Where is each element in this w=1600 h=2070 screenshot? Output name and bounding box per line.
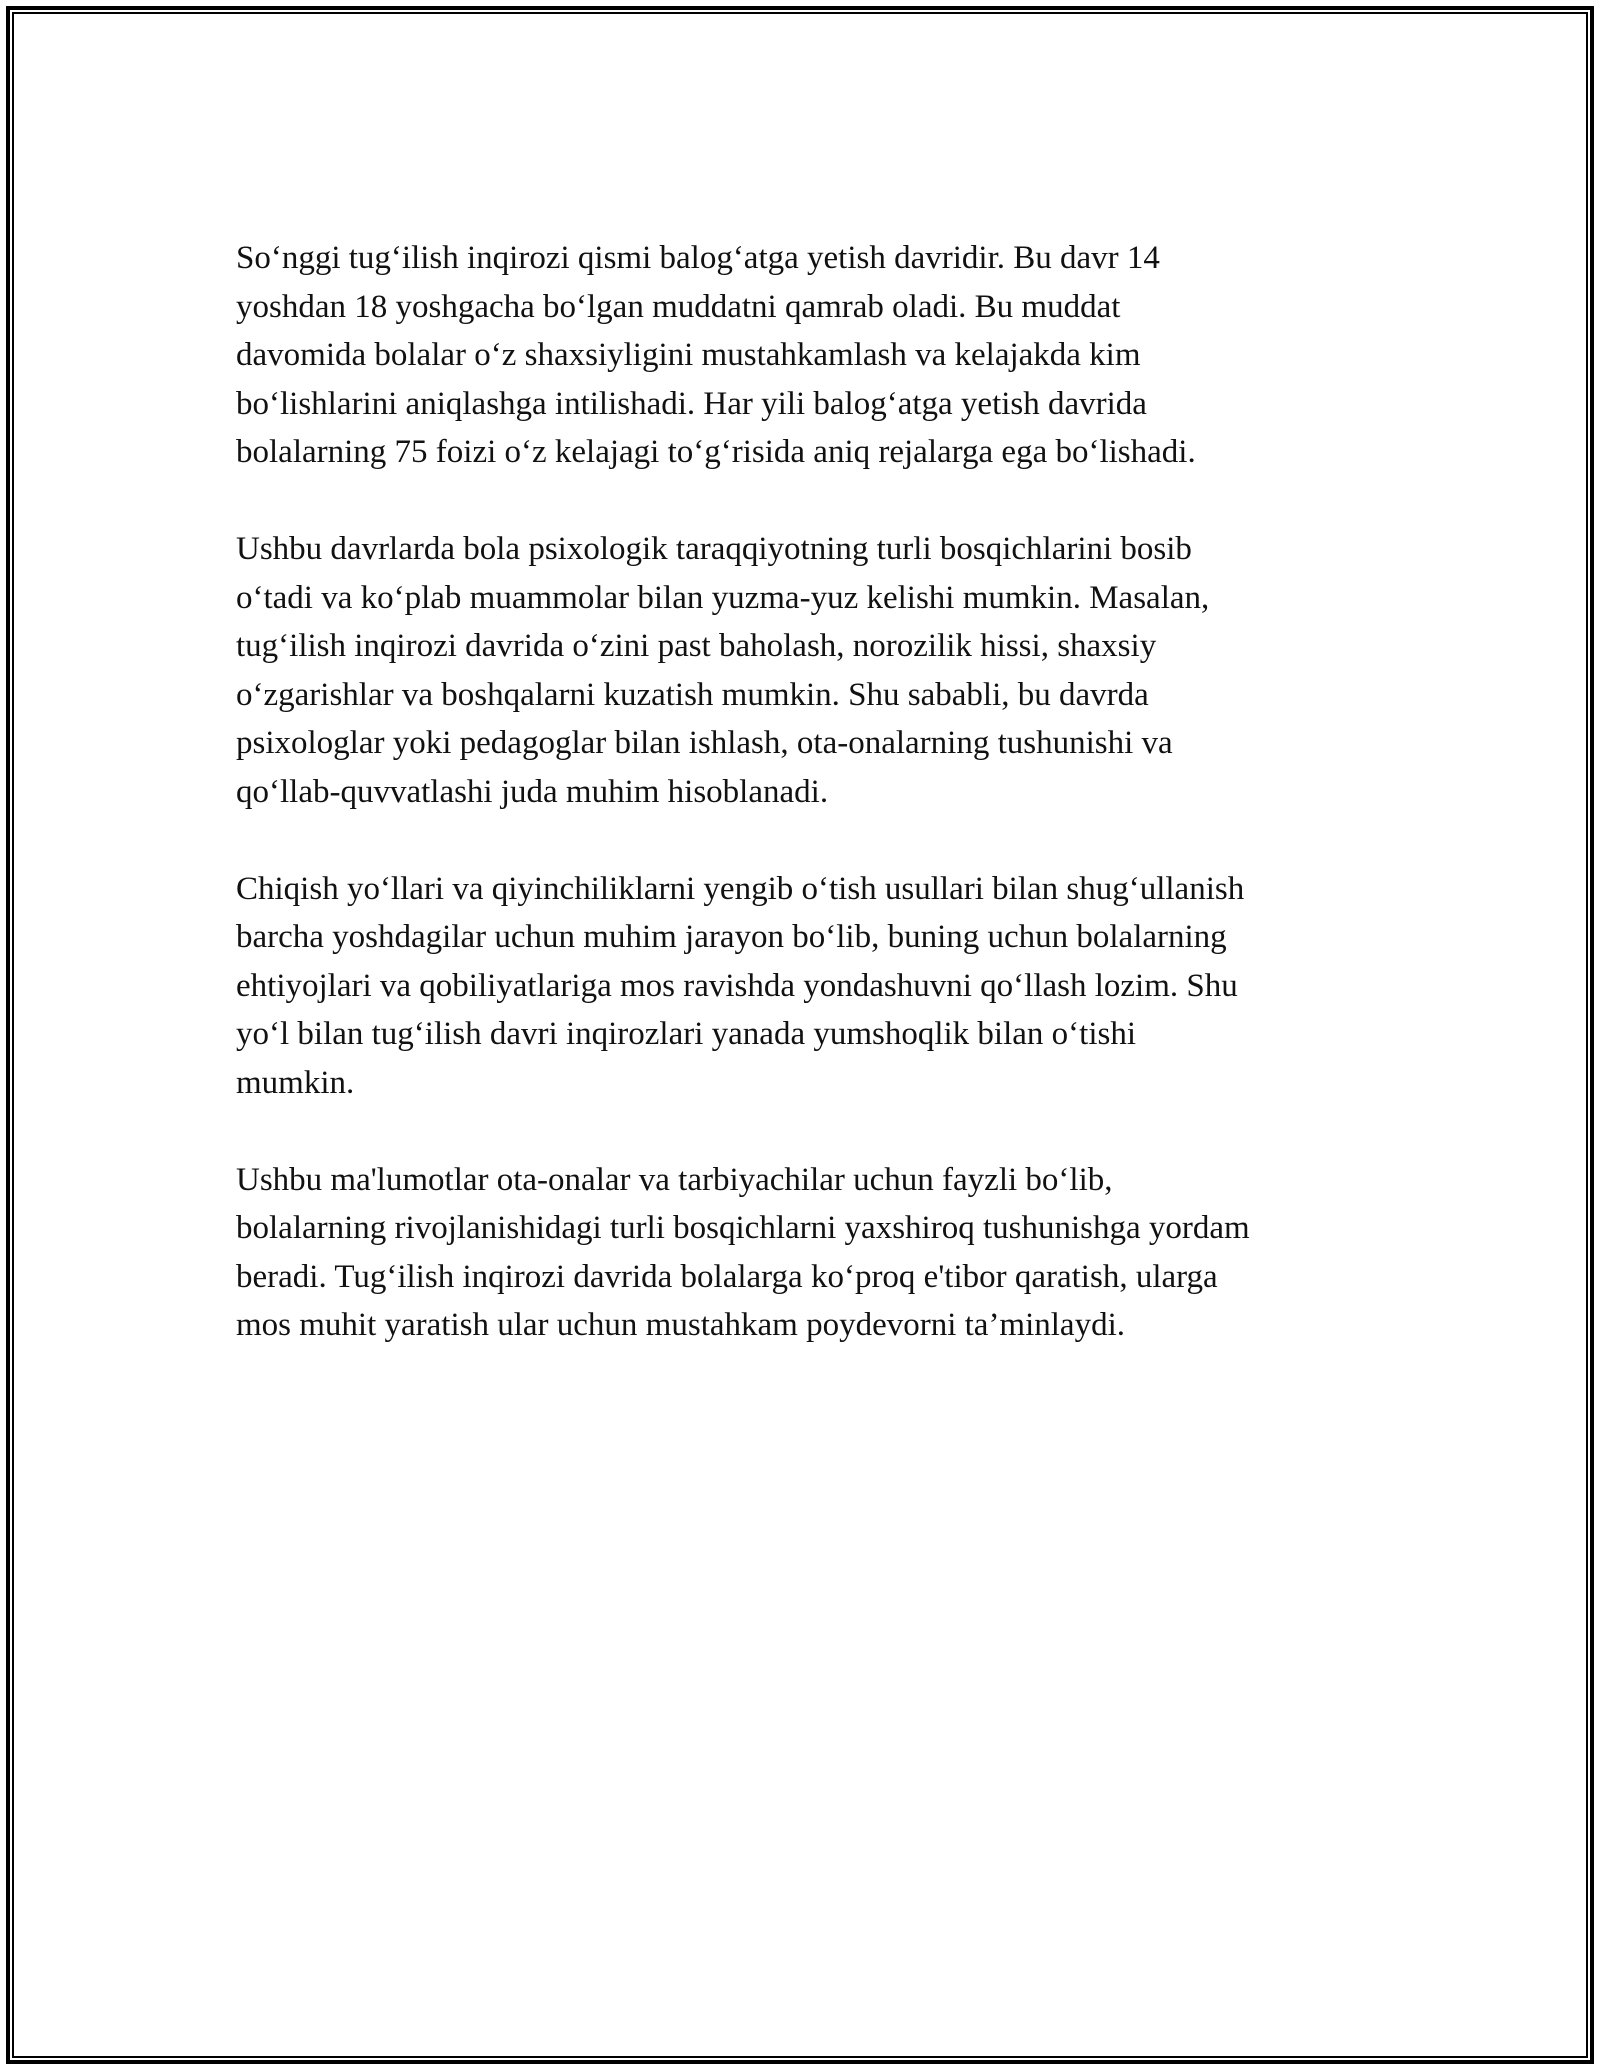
paragraph-4: Ushbu ma'lumotlar ota-onalar va tarbiyachilar uchun fayzli bo‘lib, bolalarning rivojlanishidagi turli bosqichlarni yaxshiroq tushunishga yordam beradi. Tug‘ilish inqirozi davrida bolalarga ko‘proq e'tibor qaratish, ularga mos muhit yaratish ular uchun mustahkam poydevorni ta’minlaydi. — [236, 1161, 1250, 1343]
paragraph-3: Chiqish yo‘llari va qiyinchiliklarni yengib o‘tish usullari bilan shug‘ullanish barcha yoshdagilar uchun muhim jarayon bo‘lib, buning uchun bolalarning ehtiyojlari va qobiliyatlariga mos ravishda yondashuvni qo‘llash lozim. Shu yo‘l bilan tug‘ilish davri inqirozlari yanada yumshoqlik bilan o‘tishi mumkin. — [236, 870, 1245, 1101]
document-body — [236, 234, 1386, 1398]
paragraph-1: So‘nggi tug‘ilish inqirozi qismi balog‘atga yetish davridir. Bu davr 14 yoshdan 18 yoshgacha bo‘lgan muddatni qamrab oladi. Bu muddat davomida bolalar o‘z shaxsiyligini mustahkamlash va kelajakda kim bo‘lishlarini aniqlashga intilishadi. Har yili balog‘atga yetish davrida bolalarning 75 foizi o‘z kelajagi to‘g‘risida aniq rejalarga ega bo‘lishadi. — [236, 240, 1196, 470]
paragraph-2: Ushbu davrlarda bola psixologik taraqqiyotning turli bosqichlarini bosib o‘tadi va ko‘plab muammolar bilan yuzma-yuz kelishi mumkin. Masalan, tug‘ilish inqirozi davrida o‘zini past baholash, norozilik hissi, shaxsiy o‘zgarishlar va boshqalarni kuzatish mumkin. Shu sababli, bu davrda psixologlar yoki pedagoglar bilan ishlash, ota-onalarning tushunishi va qo‘llab-quvvatlashi juda muhim hisoblanadi. — [236, 531, 1210, 810]
